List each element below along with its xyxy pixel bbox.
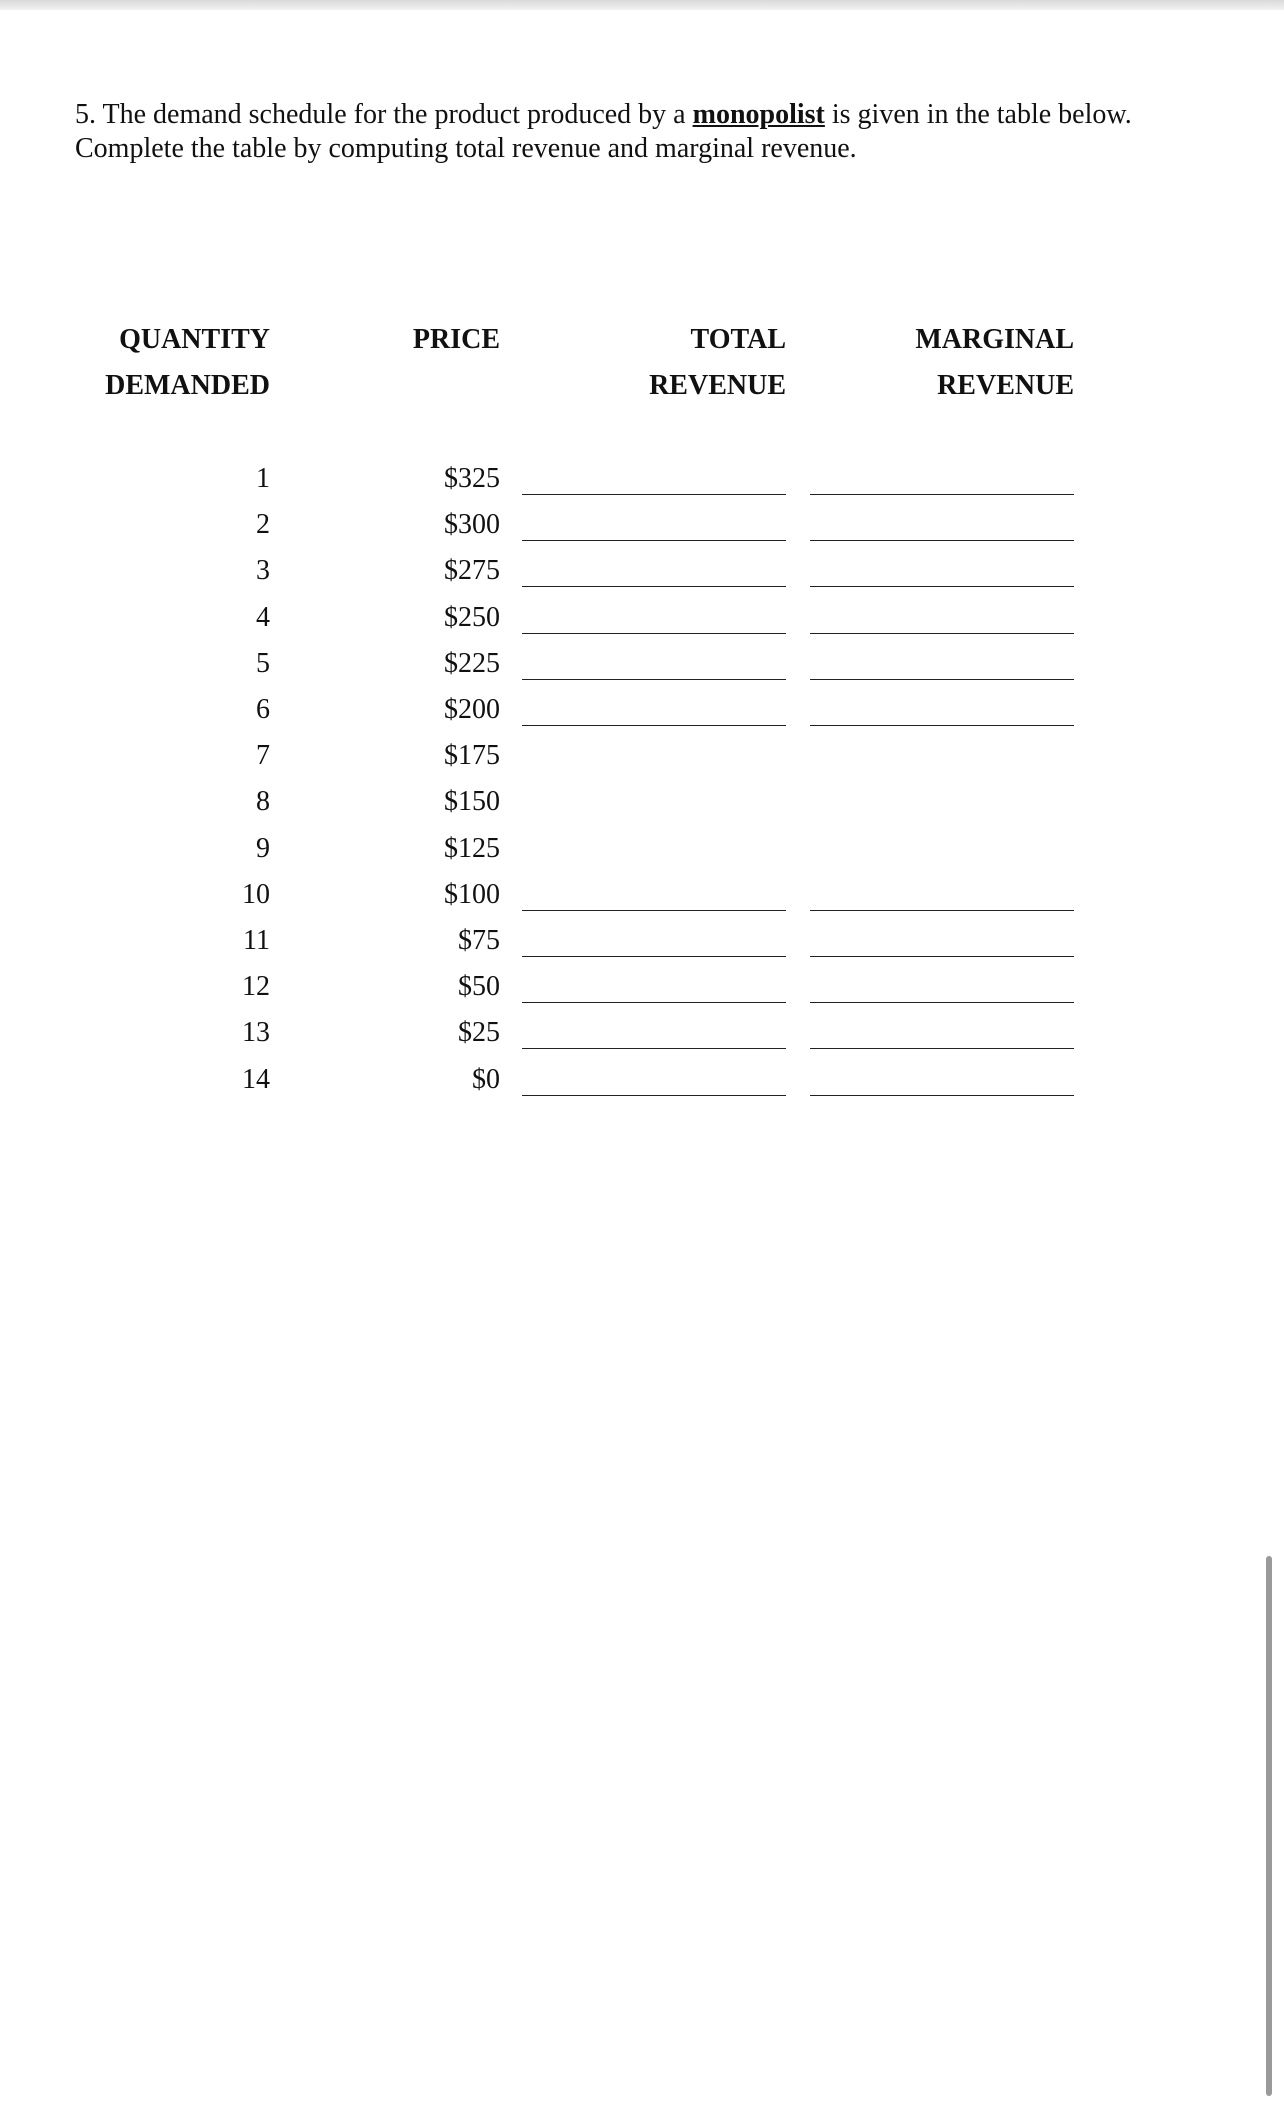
marginal-revenue-blank[interactable] xyxy=(810,1002,1074,1003)
quantity-cell: 2 xyxy=(256,509,270,541)
header-quantity-line1: QUANTITY xyxy=(119,324,270,355)
total-revenue-blank[interactable] xyxy=(522,910,786,911)
total-revenue-blank[interactable] xyxy=(522,540,786,541)
marginal-revenue-blank[interactable] xyxy=(810,494,1074,495)
price-cell: $100 xyxy=(444,878,500,910)
marginal-revenue-blank[interactable] xyxy=(810,910,1074,911)
document-page xyxy=(0,10,1284,2106)
total-revenue-blank[interactable] xyxy=(522,956,786,957)
quantity-cell: 13 xyxy=(242,1017,270,1049)
price-cell: $300 xyxy=(444,509,500,541)
total-revenue-blank[interactable] xyxy=(522,679,786,680)
marginal-revenue-blank[interactable] xyxy=(810,586,1074,587)
header-price-line1: PRICE xyxy=(412,324,500,355)
price-cell: $0 xyxy=(472,1063,500,1095)
header-total-line2: REVENUE xyxy=(649,370,786,401)
total-revenue-blank[interactable] xyxy=(522,1048,786,1049)
price-cell: $25 xyxy=(458,1017,500,1049)
price-cell: $175 xyxy=(444,740,500,772)
price-cell: $250 xyxy=(444,601,500,633)
marginal-revenue-blank[interactable] xyxy=(810,956,1074,957)
price-cell: $275 xyxy=(444,555,500,587)
quantity-cell: 4 xyxy=(256,601,270,633)
quantity-cell: 12 xyxy=(242,971,270,1003)
total-revenue-blank[interactable] xyxy=(522,633,786,634)
price-cell: $325 xyxy=(444,463,500,494)
price-cell: $50 xyxy=(458,971,500,1003)
quantity-cell: 6 xyxy=(256,694,270,725)
marginal-revenue-blank[interactable] xyxy=(810,1048,1074,1049)
quantity-cell: 14 xyxy=(242,1063,270,1095)
marginal-revenue-blank[interactable] xyxy=(810,725,1074,726)
header-quantity-line2: DEMANDED xyxy=(105,370,270,401)
question-emphasis: monopolist xyxy=(692,99,825,130)
header-total-revenue xyxy=(600,317,786,409)
marginal-revenue-blank[interactable] xyxy=(810,633,1074,634)
top-rule xyxy=(0,0,1284,10)
price-cell: $200 xyxy=(444,694,500,725)
quantity-cell: 11 xyxy=(243,925,270,956)
header-marginal-line1: MARGINAL xyxy=(915,324,1074,355)
marginal-revenue-blank[interactable] xyxy=(810,679,1074,680)
quantity-cell: 8 xyxy=(256,786,270,818)
price-cell: $225 xyxy=(444,647,500,679)
price-cell: $75 xyxy=(458,925,500,956)
total-revenue-blank[interactable] xyxy=(522,725,786,726)
question-text xyxy=(75,98,1225,166)
total-revenue-blank[interactable] xyxy=(522,1095,786,1096)
quantity-cell: 7 xyxy=(256,740,270,772)
marginal-revenue-blank[interactable] xyxy=(810,1095,1074,1096)
header-marginal-line2: REVENUE xyxy=(937,370,1074,401)
price-cell: $125 xyxy=(444,832,500,864)
marginal-revenue-blank[interactable] xyxy=(810,540,1074,541)
question-suffix: is given in the table below. Complete the table by computing total revenue and marginal revenue. xyxy=(75,99,1132,164)
vertical-scrollbar[interactable] xyxy=(1266,1556,1272,2096)
header-marginal-revenue xyxy=(860,317,1074,409)
total-revenue-blank[interactable] xyxy=(522,586,786,587)
price-cell: $150 xyxy=(444,786,500,818)
quantity-cell: 5 xyxy=(256,647,270,679)
quantity-cell: 9 xyxy=(256,832,270,864)
quantity-cell: 3 xyxy=(256,555,270,587)
quantity-cell: 1 xyxy=(256,463,270,494)
header-total-line1: TOTAL xyxy=(690,324,786,355)
header-price xyxy=(370,317,500,363)
total-revenue-blank[interactable] xyxy=(522,494,786,495)
question-prefix: 5. The demand schedule for the product produced by a xyxy=(75,99,693,130)
quantity-cell: 10 xyxy=(242,878,270,910)
total-revenue-blank[interactable] xyxy=(522,1002,786,1003)
header-quantity-demanded xyxy=(60,317,270,409)
